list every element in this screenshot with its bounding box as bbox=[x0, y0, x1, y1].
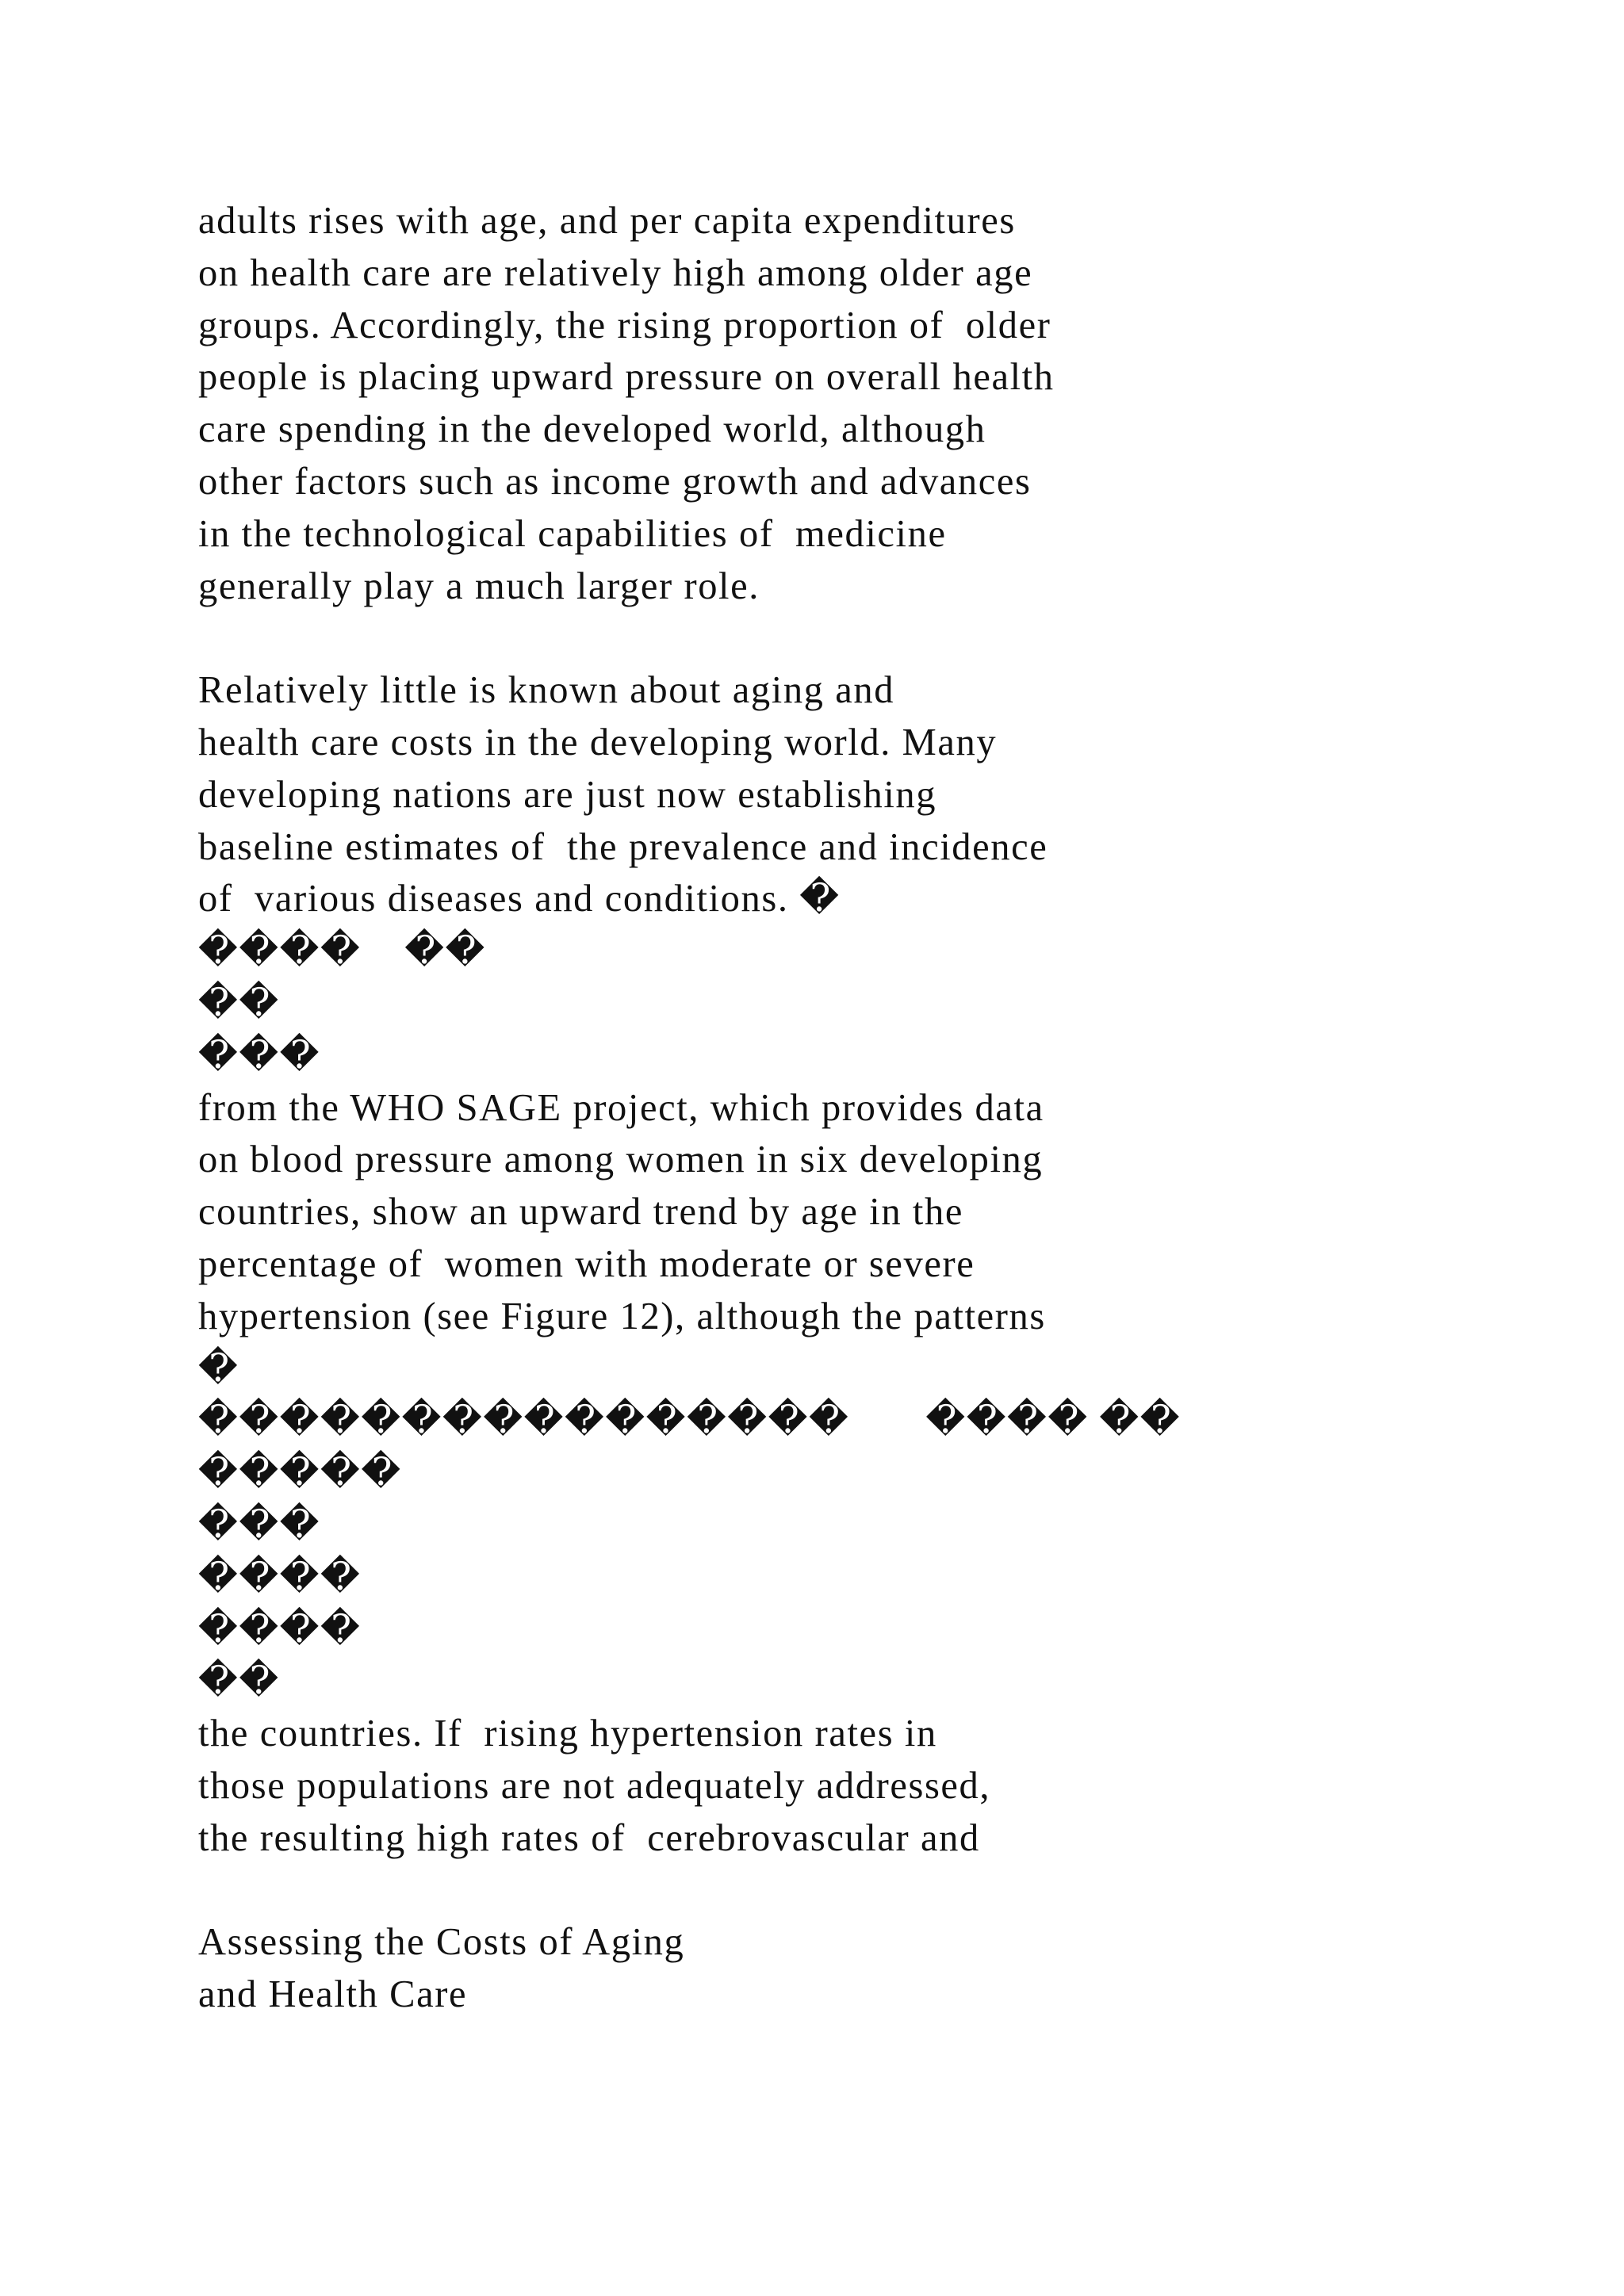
heading-line: and Health Care bbox=[198, 1973, 468, 2016]
text-line: on health care are relatively high among older age bbox=[198, 251, 1033, 294]
garbled-text-line: ��� bbox=[198, 1503, 320, 1546]
document-text bbox=[198, 195, 1546, 2021]
text-line: the countries. If rising hypertension rates in bbox=[198, 1712, 937, 1755]
text-line: from the WHO SAGE project, which provides data bbox=[198, 1086, 1044, 1129]
heading-line: Assessing the Costs of Aging bbox=[198, 1921, 685, 1964]
paragraph-gap bbox=[198, 612, 1546, 664]
text-line: generally play a much larger role. bbox=[198, 564, 760, 607]
text-line: Relatively little is known about aging and bbox=[198, 669, 895, 712]
text-line: of various diseases and conditions. � bbox=[198, 878, 841, 920]
garbled-text-line: � bbox=[198, 1347, 239, 1390]
text-line: those populations are not adequately addressed, bbox=[198, 1764, 991, 1807]
garbled-text-line: �� bbox=[198, 1660, 280, 1703]
text-line: adults rises with age, and per capita expenditures bbox=[198, 200, 1016, 242]
text-line: in the technological capabilities of medicine bbox=[198, 512, 947, 555]
text-line: developing nations are just now establishing bbox=[198, 773, 937, 816]
text-line: percentage of women with moderate or severe bbox=[198, 1242, 975, 1285]
text-line: on blood pressure among women in six developing bbox=[198, 1138, 1044, 1181]
text-line: other factors such as income growth and advances bbox=[198, 460, 1032, 503]
text-line: care spending in the developed world, although bbox=[198, 408, 986, 451]
text-line: groups. Accordingly, the rising proportion of older bbox=[198, 304, 1051, 346]
text-line: countries, show an upward trend by age in the bbox=[198, 1191, 963, 1234]
garbled-text-line: ����� bbox=[198, 1452, 402, 1494]
paragraph-2 bbox=[198, 664, 1546, 1864]
text-line: people is placing upward pressure on overall health bbox=[198, 356, 1055, 399]
garbled-text-line: �� bbox=[198, 982, 280, 1024]
garbled-text-line: ���� �� bbox=[198, 930, 486, 973]
garbled-text-line: ���� bbox=[198, 1608, 362, 1651]
text-line: hypertension (see Figure 12), although the patterns bbox=[198, 1295, 1046, 1337]
garbled-text-line: ���� bbox=[198, 1556, 362, 1598]
text-line: health care costs in the developing world. Many bbox=[198, 721, 998, 763]
section-heading bbox=[198, 1916, 1546, 2021]
paragraph-gap bbox=[198, 1865, 1546, 1917]
text-line: baseline estimates of the prevalence and incidence bbox=[198, 825, 1048, 868]
paragraph-1 bbox=[198, 195, 1546, 612]
garbled-text-line: ���������������� ���� �� bbox=[198, 1399, 1182, 1442]
text-line: the resulting high rates of cerebrovascular and bbox=[198, 1816, 980, 1859]
garbled-text-line: ��� bbox=[198, 1034, 320, 1077]
